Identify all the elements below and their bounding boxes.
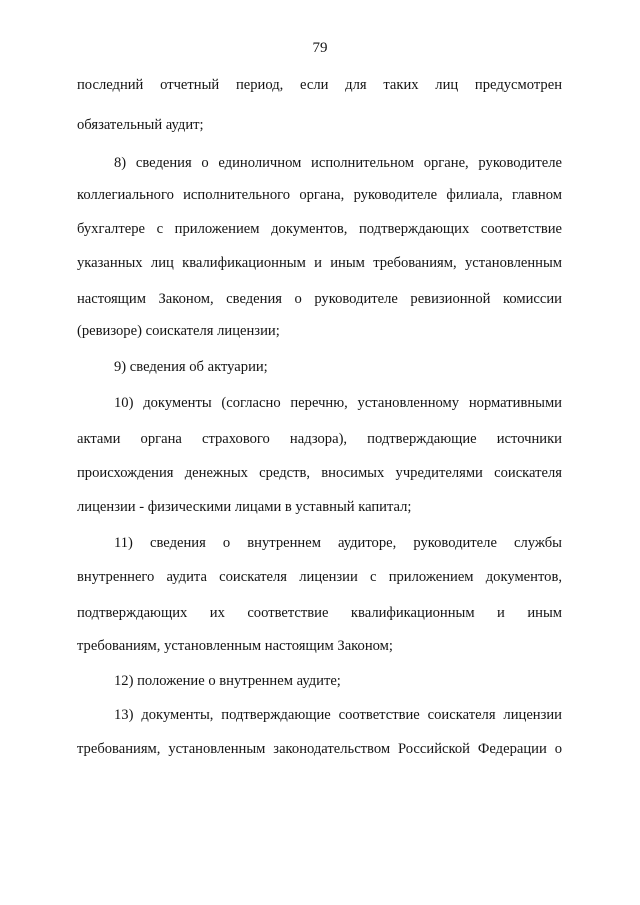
text-line: указанных лиц квалификационным и иным требованиям, установленным bbox=[77, 255, 562, 271]
text-line: 13) документы, подтверждающие соответствие соискателя лицензии bbox=[114, 707, 562, 723]
text-line: (ревизоре) соискателя лицензии; bbox=[77, 323, 280, 339]
text-line: требованиям, установленным законодательством Российской Федерации о bbox=[77, 741, 562, 757]
text-line: 9) сведения об актуарии; bbox=[114, 359, 268, 375]
text-line: обязательный аудит; bbox=[77, 117, 204, 133]
text-line: происхождения денежных средств, вносимых учредителями соискателя bbox=[77, 465, 562, 481]
text-line: настоящим Законом, сведения о руководителе ревизионной комиссии bbox=[77, 291, 562, 307]
text-line: требованиям, установленным настоящим Законом; bbox=[77, 638, 393, 654]
text-line: 12) положение о внутреннем аудите; bbox=[114, 673, 341, 689]
text-line: внутреннего аудита соискателя лицензии с приложением документов, bbox=[77, 569, 562, 585]
text-line: лицензии - физическими лицами в уставный капитал; bbox=[77, 499, 412, 515]
text-line: актами органа страхового надзора), подтверждающие источники bbox=[77, 431, 562, 447]
text-line: бухгалтере с приложением документов, подтверждающих соответствие bbox=[77, 221, 562, 237]
text-line: последний отчетный период, если для таких лиц предусмотрен bbox=[77, 77, 562, 93]
text-line: подтверждающих их соответствие квалификационным и иным bbox=[77, 605, 562, 621]
text-line: 10) документы (согласно перечню, установленному нормативными bbox=[114, 395, 562, 411]
page-number: 79 bbox=[312, 40, 328, 56]
text-line: коллегиального исполнительного органа, руководителе филиала, главном bbox=[77, 187, 562, 203]
text-line: 8) сведения о единоличном исполнительном органе, руководителе bbox=[114, 155, 562, 171]
text-line: 11) сведения о внутреннем аудиторе, руководителе службы bbox=[114, 535, 562, 551]
